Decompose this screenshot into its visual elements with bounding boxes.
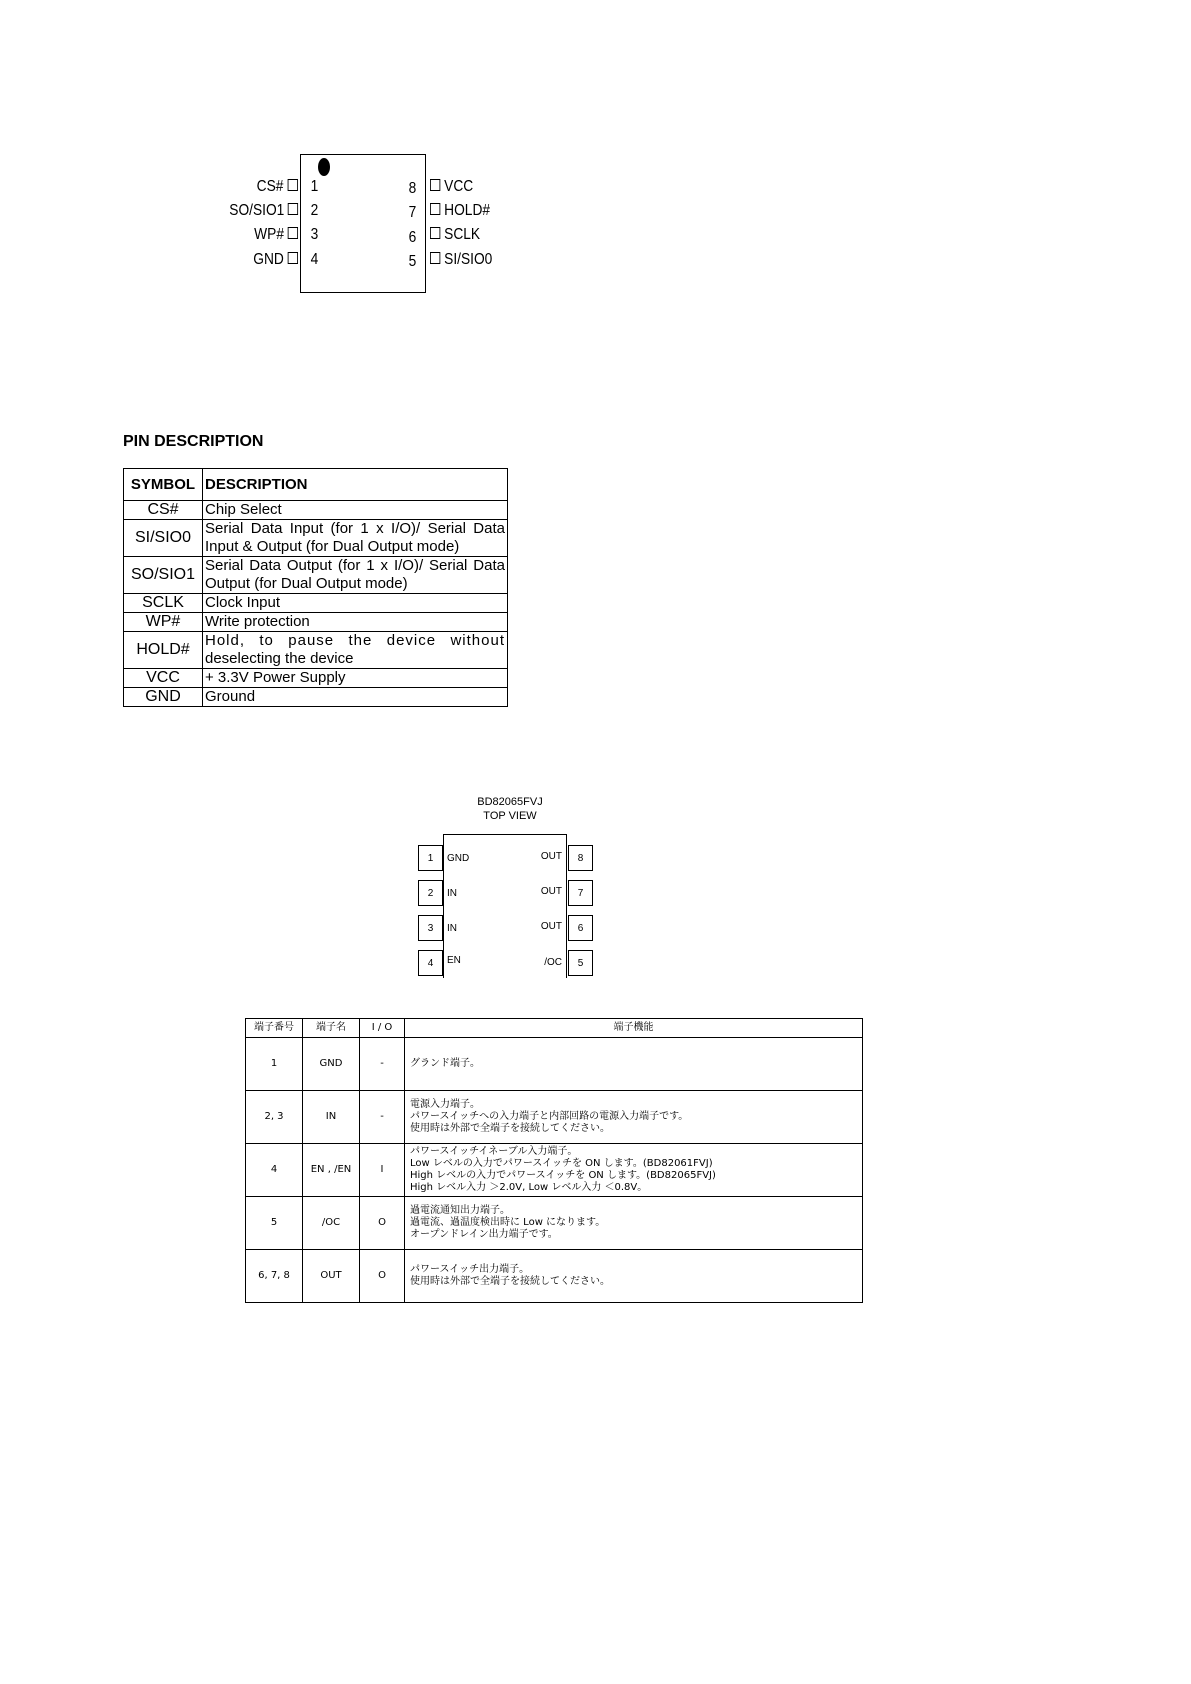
function-line: 過電流、過温度検出時に Low になります。 <box>410 1217 606 1228</box>
table-row <box>246 1144 863 1197</box>
description-cell <box>203 594 508 613</box>
function-line: パワースイッチ出力端子。 <box>410 1264 530 1275</box>
flash-pinout-diagram <box>200 140 520 310</box>
part-number: BD82065FVJ <box>477 796 543 808</box>
table-row <box>246 1250 863 1303</box>
function-line: オープンドレイン出力端子です。 <box>410 1229 558 1240</box>
description-line: Hold, to pause the device without <box>205 632 505 649</box>
function-cell <box>405 1144 863 1197</box>
pin-square-icon <box>430 179 440 191</box>
function-cell <box>405 1250 863 1303</box>
description-line: Clock Input <box>205 594 281 611</box>
io-cell: O <box>360 1250 405 1303</box>
description-line: Output (for Dual Output mode) <box>205 575 408 592</box>
symbol-cell: SCLK <box>124 594 203 613</box>
description-line: Write protection <box>205 613 310 630</box>
flash-pin-right <box>430 225 480 245</box>
function-cell <box>405 1091 863 1144</box>
pin1-marker-dot <box>318 158 330 176</box>
flash-pin-right <box>430 177 473 197</box>
description-cell <box>203 520 508 557</box>
table-row <box>246 1197 863 1250</box>
pin-number: 8 <box>408 180 417 197</box>
io-cell: - <box>360 1038 405 1091</box>
function-line: Low レベルの入力でパワースイッチを ON します。(BD82061FVJ) <box>410 1158 713 1169</box>
ic-pin-box: 8 <box>568 845 593 871</box>
function-line: 電源入力端子。 <box>410 1099 480 1110</box>
terminal-number-cell: 4 <box>246 1144 303 1197</box>
pin-square-icon <box>288 203 298 215</box>
table-row <box>124 594 508 613</box>
description-line: + 3.3V Power Supply <box>205 669 346 686</box>
pin-number: 6 <box>408 229 417 246</box>
symbol-cell: HOLD# <box>124 632 203 669</box>
terminal-name-cell: EN , /EN <box>303 1144 360 1197</box>
pin-square-icon <box>430 252 440 264</box>
io-cell: I <box>360 1144 405 1197</box>
description-cell <box>203 632 508 669</box>
table-header-row <box>246 1019 863 1038</box>
description-line: Serial Data Output (for 1 x I/O)/ Serial Data <box>205 557 505 574</box>
table-row <box>124 669 508 688</box>
flash-pin-left <box>253 250 298 270</box>
terminal-name-cell: IN <box>303 1091 360 1144</box>
symbol-cell: SO/SIO1 <box>124 557 203 594</box>
pin-name: HOLD# <box>444 202 491 219</box>
ic-pin-box: 7 <box>568 880 593 906</box>
pin-square-icon <box>288 252 298 264</box>
ic-pin-box: 4 <box>418 950 443 976</box>
symbol-cell: SI/SIO0 <box>124 520 203 557</box>
view-label: TOP VIEW <box>483 810 537 822</box>
function-line: High レベル入力 ＞2.0V, Low レベル入力 ＜0.8V。 <box>410 1182 648 1193</box>
ic-pin-label: IN <box>447 888 457 899</box>
section-title: PIN DESCRIPTION <box>123 433 264 450</box>
pin-description-table <box>123 468 508 707</box>
function-line: パワースイッチへの入力端子と内部回路の電源入力端子です。 <box>410 1111 689 1122</box>
description-cell <box>203 501 508 520</box>
description-cell <box>203 557 508 594</box>
ic-pinout-diagram <box>410 795 610 990</box>
flash-pin-left <box>254 225 298 245</box>
terminal-number-cell: 2, 3 <box>246 1091 303 1144</box>
description-line: Serial Data Input (for 1 x I/O)/ Serial Data <box>205 520 505 537</box>
function-line: 使用時は外部で全端子を接続してください。 <box>410 1276 610 1287</box>
ic-pin-box: 2 <box>418 880 443 906</box>
ic-pin-label: OUT <box>540 921 562 932</box>
table-row <box>124 557 508 594</box>
terminal-name-cell: GND <box>303 1038 360 1091</box>
ic-pin-box: 6 <box>568 915 593 941</box>
function-line: 過電流通知出力端子。 <box>410 1205 510 1216</box>
column-header: I / O <box>360 1019 405 1038</box>
description-cell <box>203 688 508 707</box>
pin-square-icon <box>288 179 298 191</box>
terminal-name-cell: OUT <box>303 1250 360 1303</box>
pin-number: 1 <box>310 178 319 195</box>
description-line: Chip Select <box>205 501 282 518</box>
ic-pin-label: GND <box>447 853 470 864</box>
pin-name: SCLK <box>444 226 481 243</box>
terminal-name-cell: /OC <box>303 1197 360 1250</box>
table-row <box>246 1091 863 1144</box>
symbol-cell: VCC <box>124 669 203 688</box>
ic-pin-box: 3 <box>418 915 443 941</box>
ic-pin-box: 5 <box>568 950 593 976</box>
pin-number: 2 <box>310 202 319 219</box>
pin-name: VCC <box>444 178 474 195</box>
table-header-row <box>124 469 508 501</box>
terminal-number-cell: 1 <box>246 1038 303 1091</box>
pin-name: SI/SIO0 <box>444 251 493 268</box>
flash-pin-left <box>229 201 298 221</box>
description-cell <box>203 669 508 688</box>
flash-pin-right <box>430 250 492 270</box>
ic-pin-label: OUT <box>540 851 562 862</box>
pin-number: 7 <box>408 204 417 221</box>
column-header: DESCRIPTION <box>203 469 508 501</box>
function-line: グランド端子。 <box>410 1058 480 1069</box>
pin-number: 3 <box>310 226 319 243</box>
terminal-number-cell: 5 <box>246 1197 303 1250</box>
function-cell <box>405 1038 863 1091</box>
symbol-cell: WP# <box>124 613 203 632</box>
table-row <box>124 688 508 707</box>
chip-body <box>300 154 426 293</box>
description-line: Input & Output (for Dual Output mode) <box>205 538 460 555</box>
table-row <box>124 520 508 557</box>
flash-pin-left <box>257 177 298 197</box>
function-line: 使用時は外部で全端子を接続してください。 <box>410 1123 610 1134</box>
description-line: Ground <box>205 688 256 705</box>
column-header: 端子機能 <box>405 1019 863 1038</box>
function-line: パワースイッチイネーブル入力端子。 <box>410 1146 578 1157</box>
ic-pin-label: OUT <box>540 886 562 897</box>
column-header: 端子番号 <box>246 1019 303 1038</box>
description-line: deselecting the device <box>205 650 354 667</box>
io-cell: O <box>360 1197 405 1250</box>
ic-pin-label: /OC <box>544 957 562 968</box>
ic-pin-box: 1 <box>418 845 443 871</box>
pin-name: CS# <box>257 178 284 195</box>
column-header: SYMBOL <box>124 469 203 501</box>
ic-pin-label: EN <box>447 955 461 966</box>
table-row <box>124 501 508 520</box>
flash-pin-right <box>430 201 490 221</box>
function-cell <box>405 1197 863 1250</box>
function-line: High レベルの入力でパワースイッチを ON します。(BD82065FVJ) <box>410 1170 716 1181</box>
pin-number: 5 <box>408 253 417 270</box>
terminal-function-table <box>245 1018 863 1303</box>
ic-pin-label: IN <box>447 923 457 934</box>
pin-name: GND <box>253 251 284 268</box>
pin-square-icon <box>430 203 440 215</box>
pin-square-icon <box>430 227 440 239</box>
pin-name: SO/SIO1 <box>228 202 284 219</box>
pin-number: 4 <box>310 251 319 268</box>
column-header: 端子名 <box>303 1019 360 1038</box>
io-cell: - <box>360 1091 405 1144</box>
table-row <box>124 613 508 632</box>
pin-name: WP# <box>254 226 284 243</box>
symbol-cell: CS# <box>124 501 203 520</box>
description-cell <box>203 613 508 632</box>
terminal-number-cell: 6, 7, 8 <box>246 1250 303 1303</box>
table-row <box>246 1038 863 1091</box>
ic-title <box>410 795 610 823</box>
pin-square-icon <box>288 227 298 239</box>
table-row <box>124 632 508 669</box>
symbol-cell: GND <box>124 688 203 707</box>
